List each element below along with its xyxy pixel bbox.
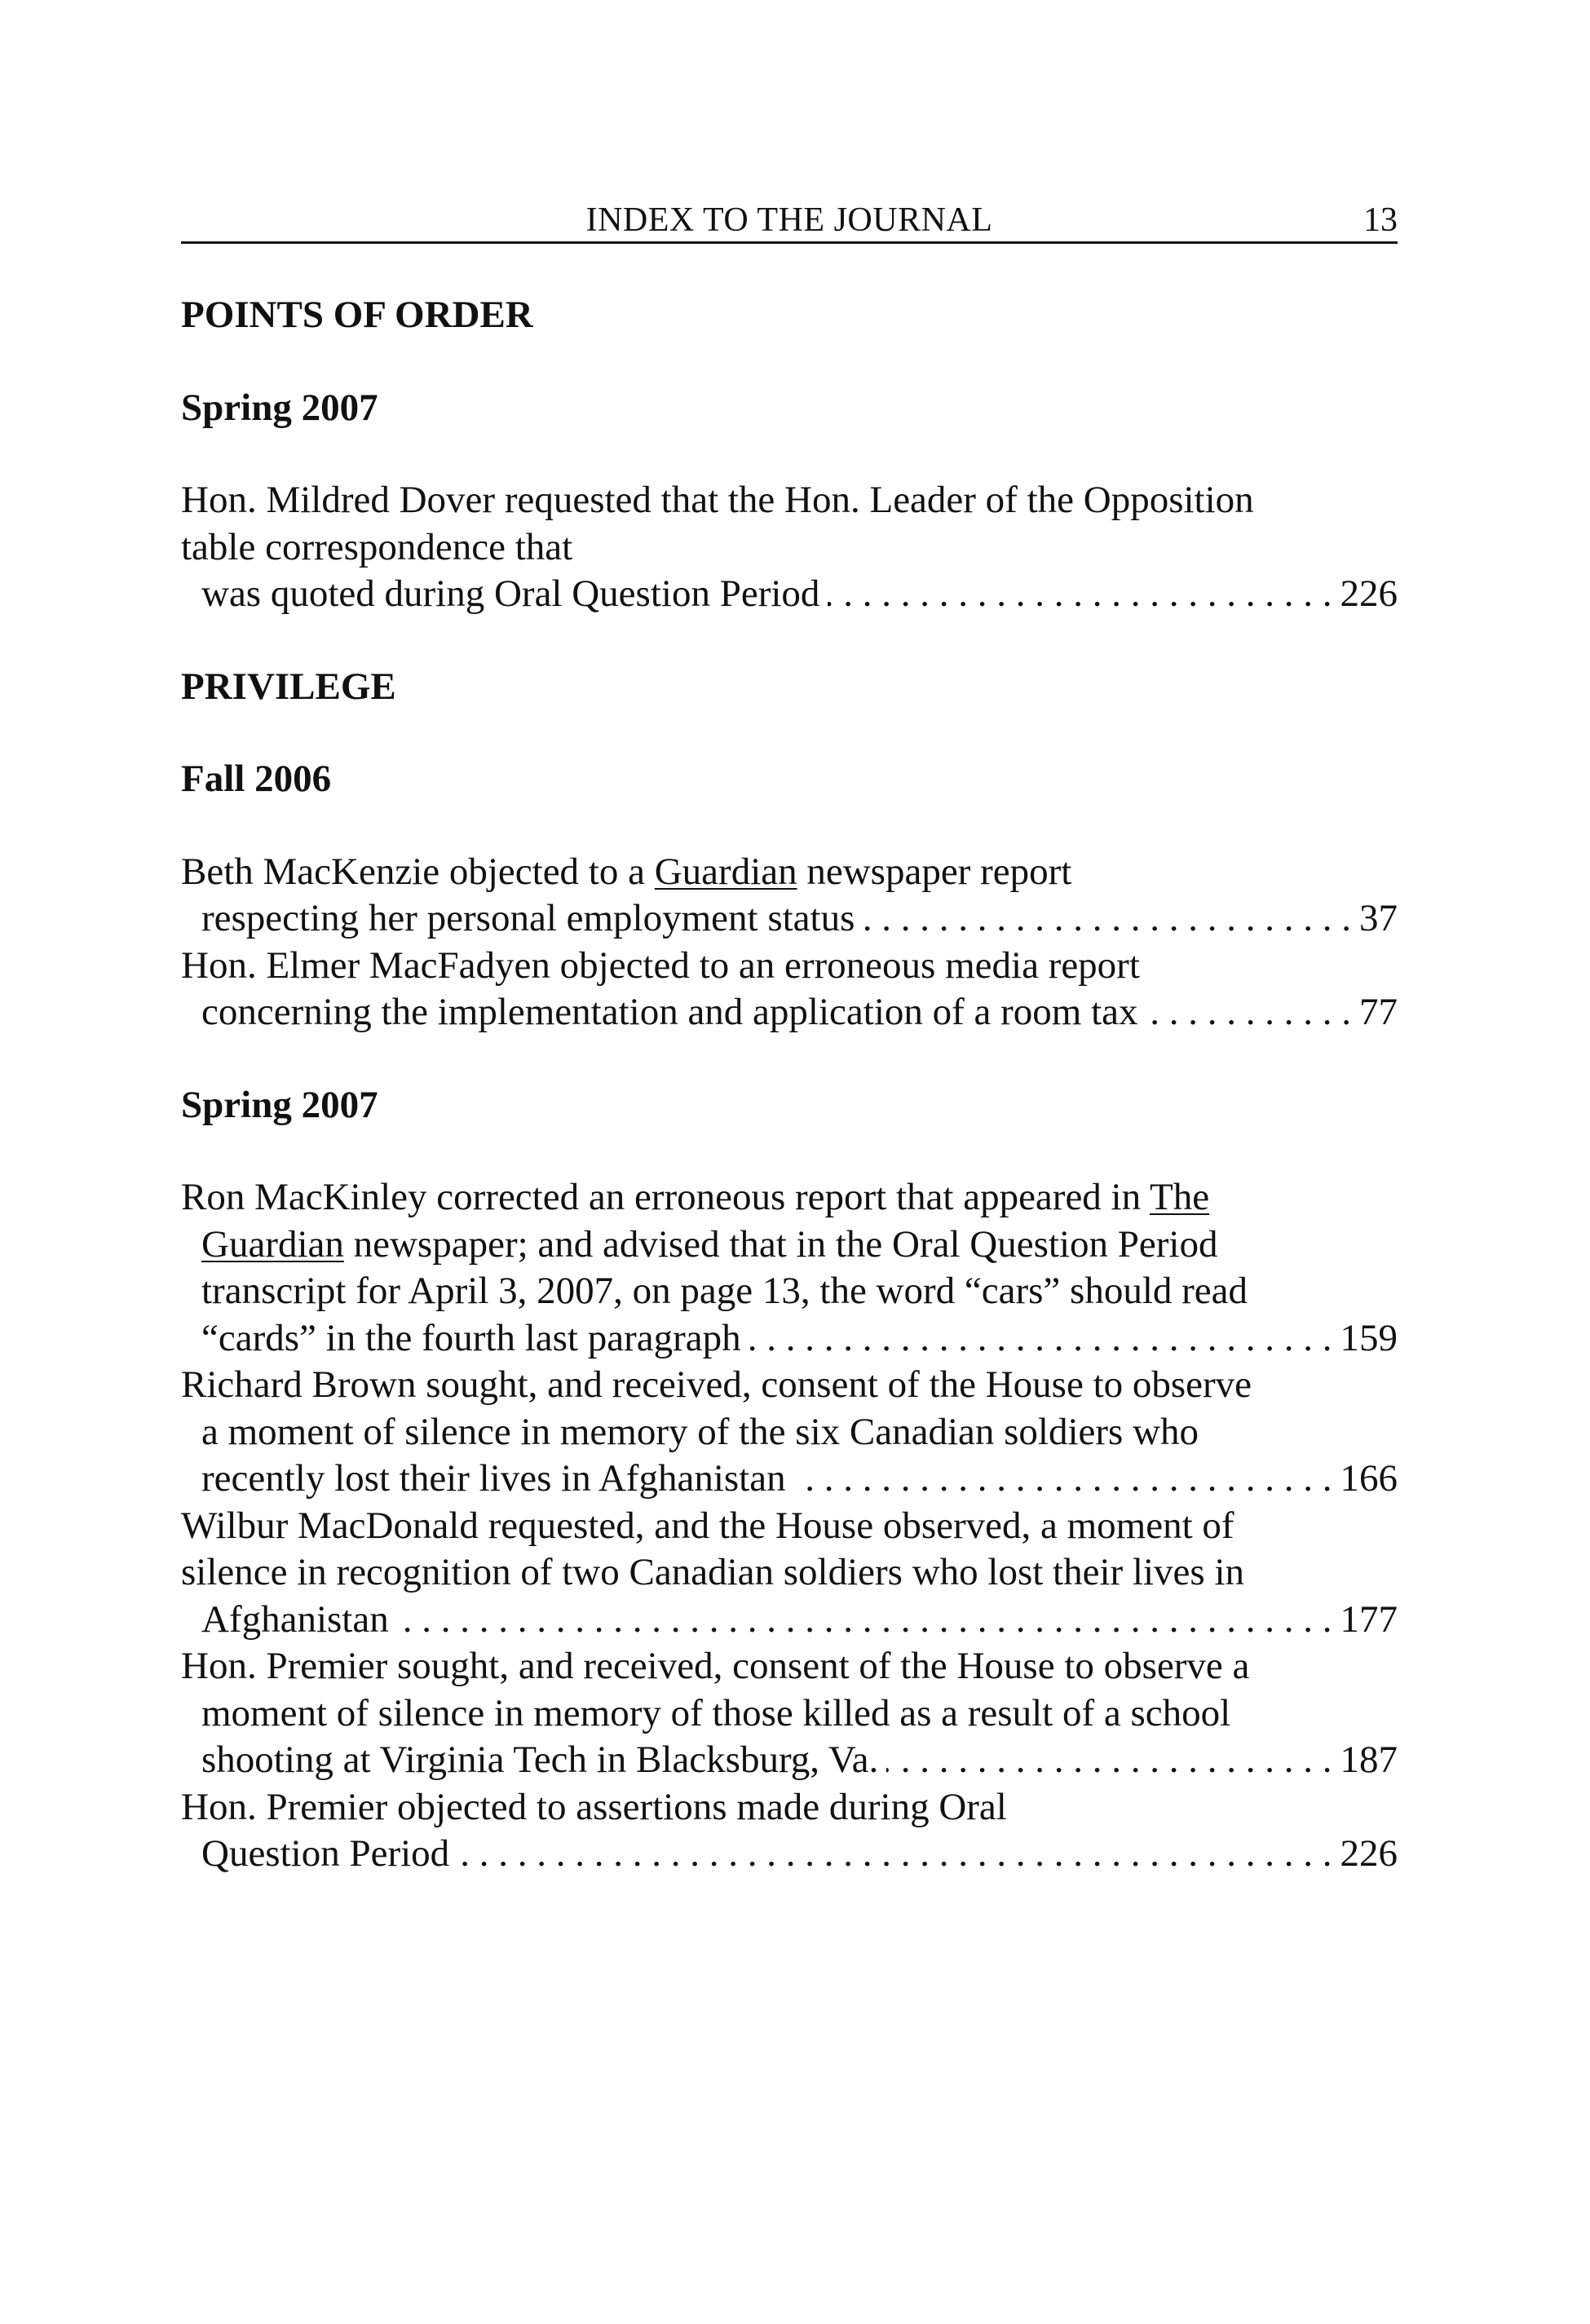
- entry-line: [181, 1409, 1398, 1456]
- entry-text: Hon. Premier objected to assertions made during Oral: [181, 1785, 1007, 1828]
- dot-leader: [1146, 989, 1351, 1036]
- entry-text-part: newspaper report: [797, 850, 1072, 893]
- index-entry: [181, 1784, 1398, 1878]
- page-reference: 226: [1340, 1832, 1398, 1875]
- entry-text-part: newspaper; and advised that in the Oral Question Period: [343, 1222, 1218, 1266]
- entry-text: Hon. Elmer MacFadyen objected to an erroneous media report: [181, 943, 1140, 987]
- entry-line: [181, 1690, 1398, 1738]
- entry-text: Hon. Mildred Dover requested that the Hon. Leader of the Opposition: [181, 479, 1254, 521]
- entry-text: silence in recognition of two Canadian soldiers who lost their lives in: [181, 1551, 1244, 1593]
- entry-text: Afghanistan: [201, 1597, 389, 1641]
- entry-line: [181, 1549, 1398, 1597]
- page-reference: 187: [1340, 1739, 1398, 1781]
- entry-line: [181, 571, 1398, 618]
- entry-text: Wilbur MacDonald requested, and the House observed, a moment of: [181, 1504, 1234, 1547]
- entry-text: [181, 849, 1071, 896]
- entry-line: [181, 1784, 1398, 1831]
- entry-line: [181, 1315, 1398, 1363]
- entry-line: [181, 1174, 1398, 1222]
- page-reference: 226: [1340, 572, 1398, 615]
- entry-text: respecting her personal employment status: [201, 897, 855, 939]
- index-entry: [181, 943, 1398, 1036]
- newspaper-title: The: [1150, 1176, 1210, 1218]
- section-heading-privilege: PRIVILEGE: [181, 665, 396, 708]
- entry-text-part: Beth MacKenzie objected to a: [181, 850, 655, 893]
- dot-leader: [397, 1597, 1332, 1644]
- page-reference: 177: [1340, 1597, 1398, 1641]
- dot-leader: [886, 1737, 1332, 1784]
- index-entry: [181, 1503, 1398, 1644]
- entry-list: [181, 849, 1398, 1036]
- entry-list: [181, 1174, 1398, 1878]
- entry-text: [181, 1174, 1209, 1222]
- index-entry: [181, 1362, 1398, 1503]
- subsection-heading-spring-2007: Spring 2007: [181, 386, 378, 429]
- entry-line: [181, 1831, 1398, 1878]
- dot-leader: [749, 1315, 1332, 1363]
- entry-line: [181, 849, 1398, 896]
- entry-line: [181, 1643, 1398, 1690]
- entry-line: [181, 1456, 1398, 1503]
- entry-line: [181, 1222, 1398, 1269]
- entry-line: [181, 943, 1398, 990]
- entry-text: transcript for April 3, 2007, on page 13, the word “cars” should read: [201, 1270, 1248, 1312]
- entry-line: [181, 1503, 1398, 1550]
- entry-line: [181, 989, 1398, 1036]
- entry-text: Question Period: [201, 1832, 450, 1875]
- running-head: [181, 199, 1398, 244]
- page-reference: 159: [1340, 1316, 1398, 1359]
- index-entry: [181, 477, 1398, 618]
- entry-line: [181, 1362, 1398, 1409]
- page-number: 13: [1363, 201, 1398, 239]
- subsection-heading-fall-2006: Fall 2006: [181, 758, 332, 800]
- section-heading-points-of-order: POINTS OF ORDER: [181, 294, 533, 336]
- entry-line: [181, 524, 1398, 572]
- entry-line: [181, 1737, 1398, 1784]
- entry-text: was quoted during Oral Question Period: [201, 572, 820, 615]
- index-entry: [181, 1174, 1398, 1362]
- entry-line: [181, 895, 1398, 943]
- entry-text: concerning the implementation and application of a room tax: [201, 991, 1138, 1033]
- entry-line: [181, 477, 1398, 524]
- dot-leader: [457, 1831, 1332, 1878]
- subsection-heading-spring-2007: Spring 2007: [181, 1083, 378, 1126]
- entry-list: [181, 477, 1398, 618]
- entry-text: a moment of silence in memory of the six Canadian soldiers who: [201, 1410, 1199, 1453]
- entry-text: Hon. Premier sought, and received, consent of the House to observe a: [181, 1645, 1250, 1687]
- index-entry: [181, 849, 1398, 943]
- newspaper-title: Guardian: [654, 850, 797, 893]
- dot-leader: [863, 895, 1351, 943]
- entry-line: [181, 1268, 1398, 1315]
- entry-text: shooting at Virginia Tech in Blacksburg, Va.: [201, 1739, 879, 1781]
- newspaper-title: Guardian: [201, 1222, 344, 1266]
- dot-leader: [794, 1456, 1332, 1503]
- entry-text: “cards” in the fourth last paragraph: [201, 1316, 741, 1359]
- entry-text: moment of silence in memory of those killed as a result of a school: [201, 1691, 1231, 1734]
- entry-text-part: Ron MacKinley corrected an erroneous report that appeared in: [181, 1176, 1151, 1218]
- index-entry: [181, 1643, 1398, 1784]
- entry-text: [201, 1222, 1217, 1269]
- entry-text: recently lost their lives in Afghanistan: [201, 1457, 786, 1500]
- page-reference: 166: [1340, 1457, 1398, 1500]
- dot-leader: [828, 571, 1332, 618]
- page-reference: 77: [1359, 991, 1398, 1033]
- entry-text: Richard Brown sought, and received, consent of the House to observe: [181, 1363, 1252, 1406]
- entry-text: table correspondence that: [181, 525, 573, 568]
- page-reference: 37: [1359, 897, 1398, 939]
- running-head-title: INDEX TO THE JOURNAL: [585, 201, 993, 239]
- index-content: [181, 292, 1398, 1924]
- entry-line: [181, 1597, 1398, 1644]
